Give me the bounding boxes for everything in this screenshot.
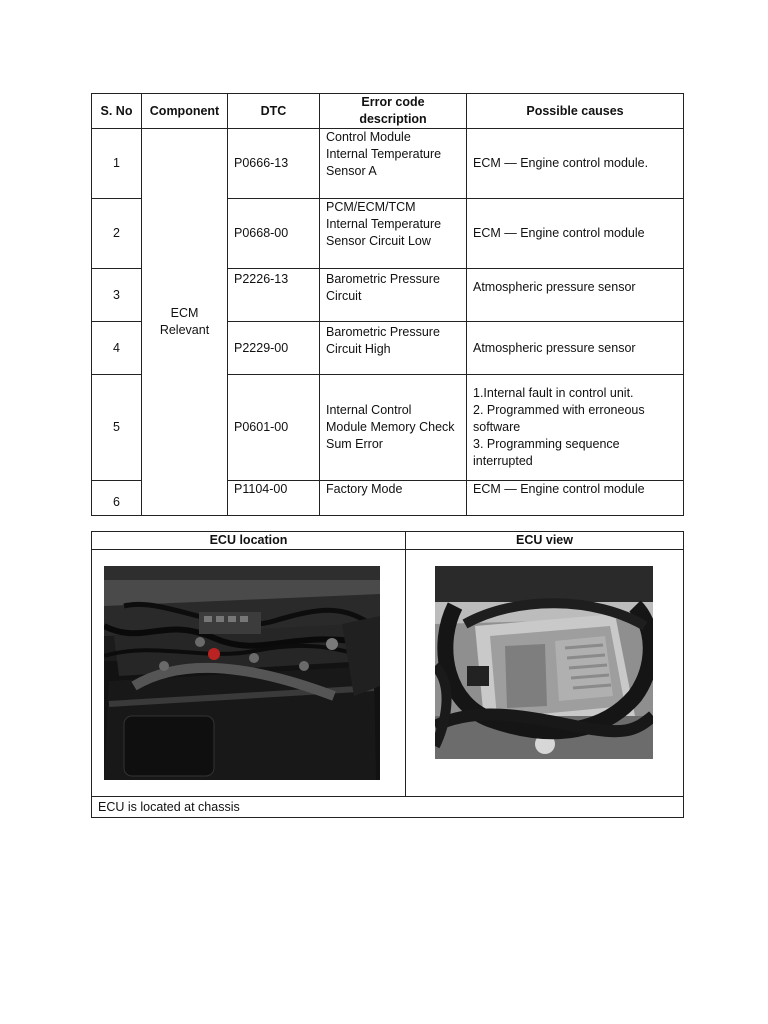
- ecu-view-photo-cell: [406, 550, 684, 797]
- row-dtc: P1104-00: [228, 481, 320, 516]
- row-description: Internal Control Module Memory Check Sum Error: [320, 375, 467, 481]
- row-description: Control Module Internal Temperature Sensor A: [320, 129, 467, 199]
- row-sno: 5: [92, 375, 142, 481]
- row-description: PCM/ECM/TCM Internal Temperature Sensor Circuit Low: [320, 199, 467, 269]
- row-description: Barometric Pressure Circuit: [320, 269, 467, 322]
- row-causes: ECM — Engine control module: [467, 199, 684, 269]
- dtc-header-row: [92, 94, 684, 129]
- row-dtc: P2229-00: [228, 322, 320, 375]
- table-row: [92, 129, 684, 199]
- row-causes: 1.Internal fault in control unit. 2. Programmed with erroneous software 3. Programming sequence interrupted: [467, 375, 684, 481]
- row-sno: 1: [92, 129, 142, 199]
- header-causes: Possible causes: [467, 94, 684, 129]
- row-causes: ECM — Engine control module: [467, 481, 684, 516]
- header-sno: S. No: [92, 94, 142, 129]
- header-component: Component: [142, 94, 228, 129]
- row-sno: 2: [92, 199, 142, 269]
- header-ecu-view: ECU view: [406, 532, 684, 550]
- header-ecu-location: ECU location: [92, 532, 406, 550]
- row-causes: ECM — Engine control module.: [467, 129, 684, 199]
- photo-row: [92, 550, 684, 797]
- ecu-view-photo: [435, 566, 653, 759]
- row-sno: 4: [92, 322, 142, 375]
- location-header-row: [92, 532, 684, 550]
- row-dtc: P2226-13: [228, 269, 320, 322]
- ecu-location-photo-cell: [92, 550, 406, 797]
- row-dtc: P0601-00: [228, 375, 320, 481]
- header-dtc: DTC: [228, 94, 320, 129]
- row-sno: 3: [92, 269, 142, 322]
- ecu-location-note: ECU is located at chassis: [92, 797, 684, 818]
- ecu-location-photo: [104, 566, 380, 780]
- row-description: Factory Mode: [320, 481, 467, 516]
- row-sno: 6: [92, 481, 142, 516]
- header-description: Error code description: [320, 94, 467, 129]
- row-causes: Atmospheric pressure sensor: [467, 269, 684, 322]
- row-dtc: P0668-00: [228, 199, 320, 269]
- row-description: Barometric Pressure Circuit High: [320, 322, 467, 375]
- location-footer-row: [92, 797, 684, 818]
- ecu-location-table: [91, 531, 684, 818]
- component-cell: ECM Relevant: [142, 129, 228, 516]
- dtc-table: [91, 93, 684, 516]
- row-dtc: P0666-13: [228, 129, 320, 199]
- row-causes: Atmospheric pressure sensor: [467, 322, 684, 375]
